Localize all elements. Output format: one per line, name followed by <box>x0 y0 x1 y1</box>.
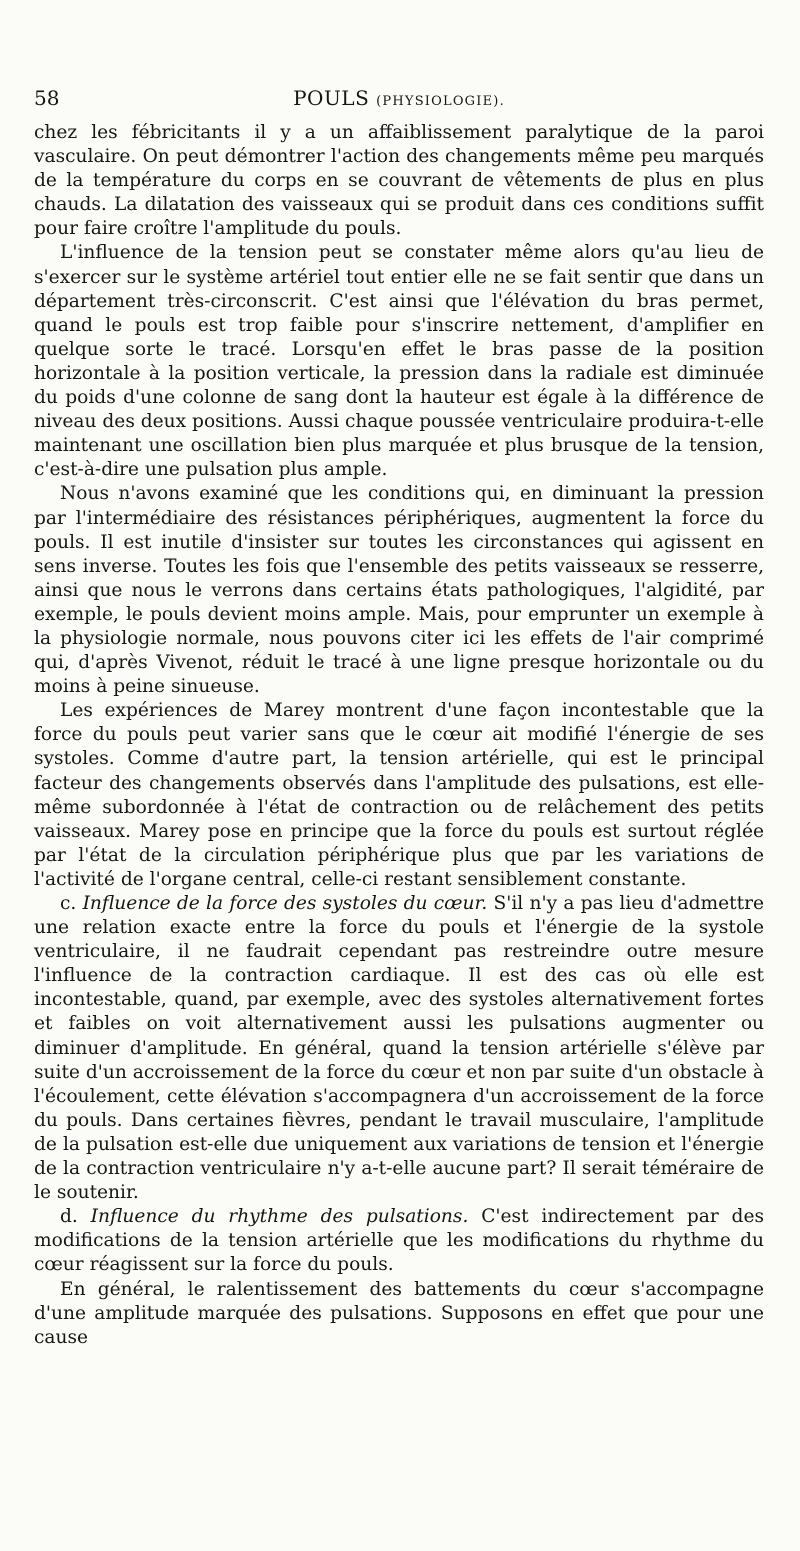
paragraph-7: En général, le ralentissement des battements du cœur s'accompagne d'une amplitude marquée des pulsations. Supposons en effet que pour une cause <box>34 1278 764 1348</box>
paragraph-3: Nous n'avons examiné que les conditions qui, en diminuant la pression par l'intermédiaire des résistances périphériques, augmentent la force du pouls. Il est inutile d'insister sur toutes les circonstances qui agissent en sens inverse. Toutes les fois que l'ensemble des petits vaisseaux se resserre, ainsi que nous le verrons dans certains états pathologiques, l'algidité, par exemple, le pouls devient moins ample. Mais, pour emprunter un exemple à la physiologie normale, nous pouvons citer ici les effets de l'air comprimé qui, d'après Vivenot, réduit le tracé à une ligne presque horizontale ou du moins à peine sinueuse. <box>34 483 764 698</box>
section-heading-d: Influence du rhythme des pulsations. <box>90 1206 469 1228</box>
body-text <box>34 121 764 1350</box>
running-title-main: POULS <box>293 86 370 110</box>
section-text-c: S'il n'y a pas lieu d'admettre une relation exacte entre la force du pouls et l'énergie de la systole ventriculaire, il ne faudrait cependant pas restreindre outre mesure l'influence de la contraction cardiaque. Il est des cas où elle est incontestable, quand, par exemple, avec des systoles alternativement fortes et faibles on voit alternativement aussi les pulsations augmenter ou diminuer d'amplitude. En général, quand la tension artérielle s'élève par suite d'un accroissement de la force du cœur et non par suite d'un obstacle à l'écoulement, cette élévation s'accompagnera d'un accroissement de la force du pouls. Dans certaines fièvres, pendant le travail musculaire, l'amplitude de la pulsation est-elle due uniquement aux variations de tension et l'énergie de la contraction ventriculaire n'y a-t-elle aucune part? Il serait téméraire de le soutenir. <box>34 893 764 1204</box>
section-heading-c: Influence de la force des systoles du cœur. <box>82 893 488 914</box>
section-label-d: d. <box>60 1206 78 1228</box>
paragraph-5 <box>34 892 764 1205</box>
section-label-c: c. <box>60 893 77 914</box>
running-title-subtitle: (PHYSIOLOGIE). <box>376 94 505 109</box>
running-header <box>34 86 764 116</box>
paragraph-2: L'influence de la tension peut se constater même alors qu'au lieu de s'exercer sur le système artériel tout entier elle ne se fait sentir que dans un département très-circonscrit. C'est ainsi que l'élévation du bras permet, quand le pouls est trop faible pour s'inscrire nettement, d'amplifier en quelque sorte le tracé. Lorsqu'en effet le bras passe de la position horizontale à la position verticale, la pression dans la radiale est diminuée du poids d'une colonne de sang dont la hauteur est égale à la différence de niveau des deux positions. Aussi chaque poussée ventriculaire produira-t-elle maintenant une oscillation bien plus marquée et plus brusque de la tension, c'est-à-dire une pulsation plus ample. <box>34 242 764 481</box>
page-number: 58 <box>34 86 60 110</box>
paragraph-6 <box>34 1205 764 1277</box>
running-title <box>34 86 764 110</box>
section-text-d: C'est indirectement par des modifications de la tension artérielle que les modifications du rhythme du cœur réagissent sur la force du pouls. <box>34 1206 765 1276</box>
paragraph-1: chez les fébricitants il y a un affaiblissement paralytique de la paroi vasculaire. On peut démontrer l'action des changements même peu marqués de la température du corps en se couvrant de vêtements de plus en plus chauds. La dilatation des vaisseaux qui se produit dans ces conditions suffit pour faire croître l'amplitude du pouls. <box>34 122 764 240</box>
paragraph-4: Les expériences de Marey montrent d'une façon incontestable que la force du pouls peut varier sans que le cœur ait modifié l'énergie de ses systoles. Comme d'autre part, la tension artérielle, qui est le principal facteur des changements observés dans l'amplitude des pulsations, est elle-même subordonnée à l'état de contraction ou de relâchement des petits vaisseaux. Marey pose en principe que la force du pouls est surtout réglée par l'état de la circulation périphérique plus que par les variations de l'activité de l'organe central, celle-ci restant sensiblement constante. <box>34 700 764 890</box>
